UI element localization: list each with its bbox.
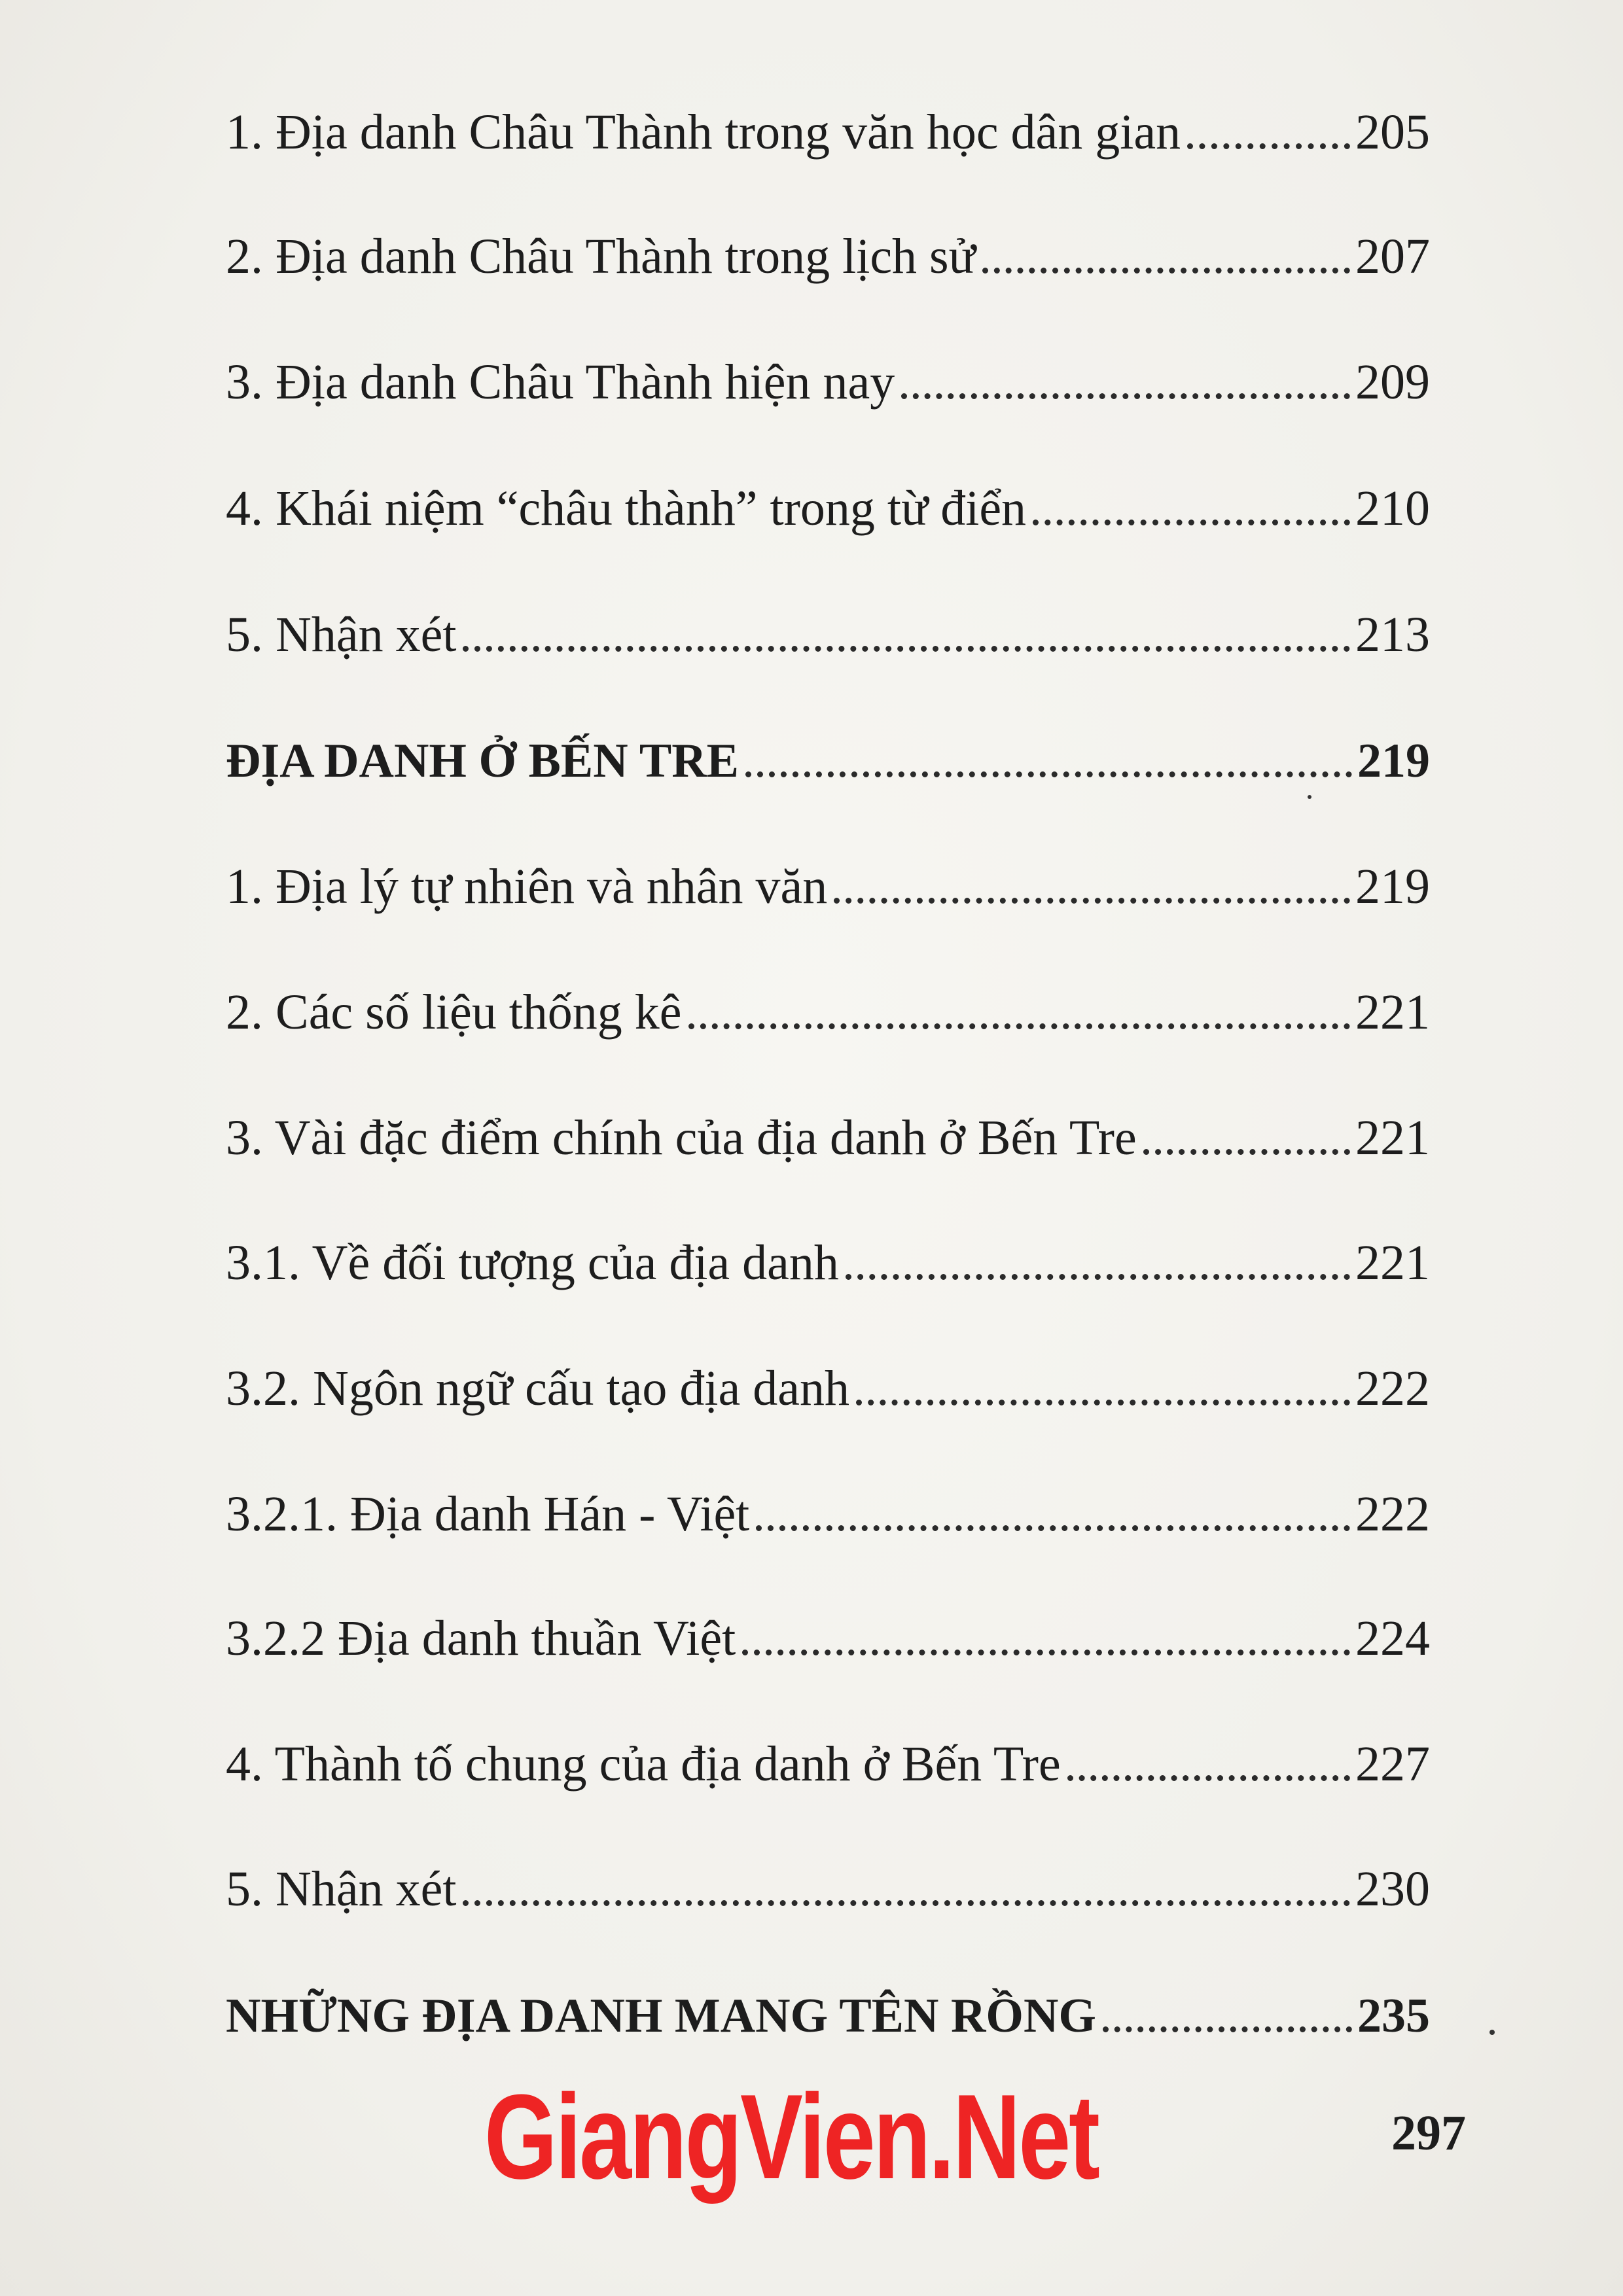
toc-entry-page: 227 [1355, 1737, 1430, 1792]
toc-entry [226, 588, 1430, 660]
toc-entry [226, 1091, 1430, 1163]
toc-dot-leader [846, 1274, 1350, 1280]
toc-entry-label: 5. Nhận xét [226, 607, 457, 662]
toc-entry [226, 1216, 1430, 1288]
toc-entry-page: 224 [1355, 1611, 1430, 1666]
toc-entry-label: ĐỊA DANH Ở BẾN TRE [226, 734, 740, 788]
toc-dot-leader [982, 268, 1350, 274]
toc-dot-leader [1103, 2026, 1352, 2032]
toc-dot-leader [856, 1400, 1350, 1405]
toc-entry-page: 222 [1355, 1361, 1430, 1416]
toc-entry-page: 230 [1355, 1862, 1430, 1916]
toc-entry-page: 210 [1355, 481, 1430, 536]
toc-entry-page: 207 [1355, 229, 1430, 284]
toc-entry-label: 3.2.1. Địa danh Hán - Việt [226, 1487, 750, 1542]
toc-dot-leader [463, 1900, 1350, 1906]
toc-dot-leader [1187, 143, 1350, 149]
toc-entry-page: 213 [1355, 607, 1430, 662]
toc-entry [226, 335, 1430, 410]
toc-entry-page: 219 [1355, 859, 1430, 914]
toc-entry-page: 221 [1355, 1110, 1430, 1165]
toc-dot-leader [1067, 1775, 1350, 1781]
toc-entry-label: 3.2.2 Địa danh thuần Việt [226, 1611, 736, 1666]
toc-dot-leader [756, 1525, 1350, 1531]
toc-entry [226, 209, 1430, 284]
toc-dot-leader [745, 771, 1352, 777]
toc-dot-leader [901, 393, 1350, 399]
toc-entry-page: 222 [1355, 1487, 1430, 1542]
watermark-text: GiangVien.Net [484, 2069, 1098, 2204]
toc-entry-label: 1. Địa danh Châu Thành trong văn học dân gian [226, 105, 1181, 160]
toc-entry [226, 1717, 1430, 1792]
toc-entry [226, 1467, 1430, 1542]
toc-entry [226, 839, 1430, 914]
toc-entry [226, 1341, 1430, 1416]
toc-entry-label: 2. Các số liệu thống kê [226, 985, 682, 1040]
toc-entry-label: NHỮNG ĐỊA DANH MANG TÊN RỒNG [226, 1989, 1096, 2043]
toc-entry-label: 4. Khái niệm “châu thành” trong từ điển [226, 481, 1027, 536]
toc-dot-leader [1143, 1149, 1350, 1155]
toc-dot-leader [834, 898, 1350, 904]
toc-entry [226, 965, 1430, 1040]
toc-entry-label: 3. Địa danh Châu Thành hiện nay [226, 355, 895, 410]
toc-entry-label: 1. Địa lý tự nhiên và nhân văn [226, 859, 828, 914]
toc-entry-label: 2. Địa danh Châu Thành trong lịch sử [226, 229, 976, 284]
toc-section-heading [226, 713, 1430, 788]
toc-entry [226, 1842, 1430, 1914]
toc-dot-leader [463, 646, 1350, 652]
toc-entry-page: 205 [1355, 105, 1430, 160]
toc-entry-page: 219 [1357, 734, 1430, 788]
toc-entry-label: 3. Vài đặc điểm chính của địa danh ở Bến Tre [226, 1110, 1137, 1165]
toc-dot-leader [1033, 520, 1350, 525]
page-number: 297 [1391, 2106, 1466, 2161]
toc-entry-page: 221 [1355, 985, 1430, 1040]
toc-entry-page: 221 [1355, 1235, 1430, 1290]
toc-entry-label: 5. Nhận xét [226, 1862, 457, 1916]
ink-speck [1489, 2030, 1495, 2035]
toc-entry-page: 235 [1357, 1989, 1430, 2043]
toc-entry-label: 3.2. Ngôn ngữ cấu tạo địa danh [226, 1361, 849, 1416]
toc-dot-leader [688, 1023, 1350, 1029]
toc-entry-label: 4. Thành tố chung của địa danh ở Bến Tre [226, 1737, 1061, 1792]
toc-entry [226, 461, 1430, 536]
toc-section-heading [226, 1968, 1430, 2043]
toc-entry-page: 209 [1355, 355, 1430, 410]
toc-entry-label: 3.1. Về đối tượng của địa danh [226, 1235, 839, 1290]
toc-dot-leader [742, 1650, 1350, 1655]
ink-speck [1308, 795, 1311, 799]
toc-entry [226, 85, 1430, 160]
toc-entry [226, 1591, 1430, 1666]
